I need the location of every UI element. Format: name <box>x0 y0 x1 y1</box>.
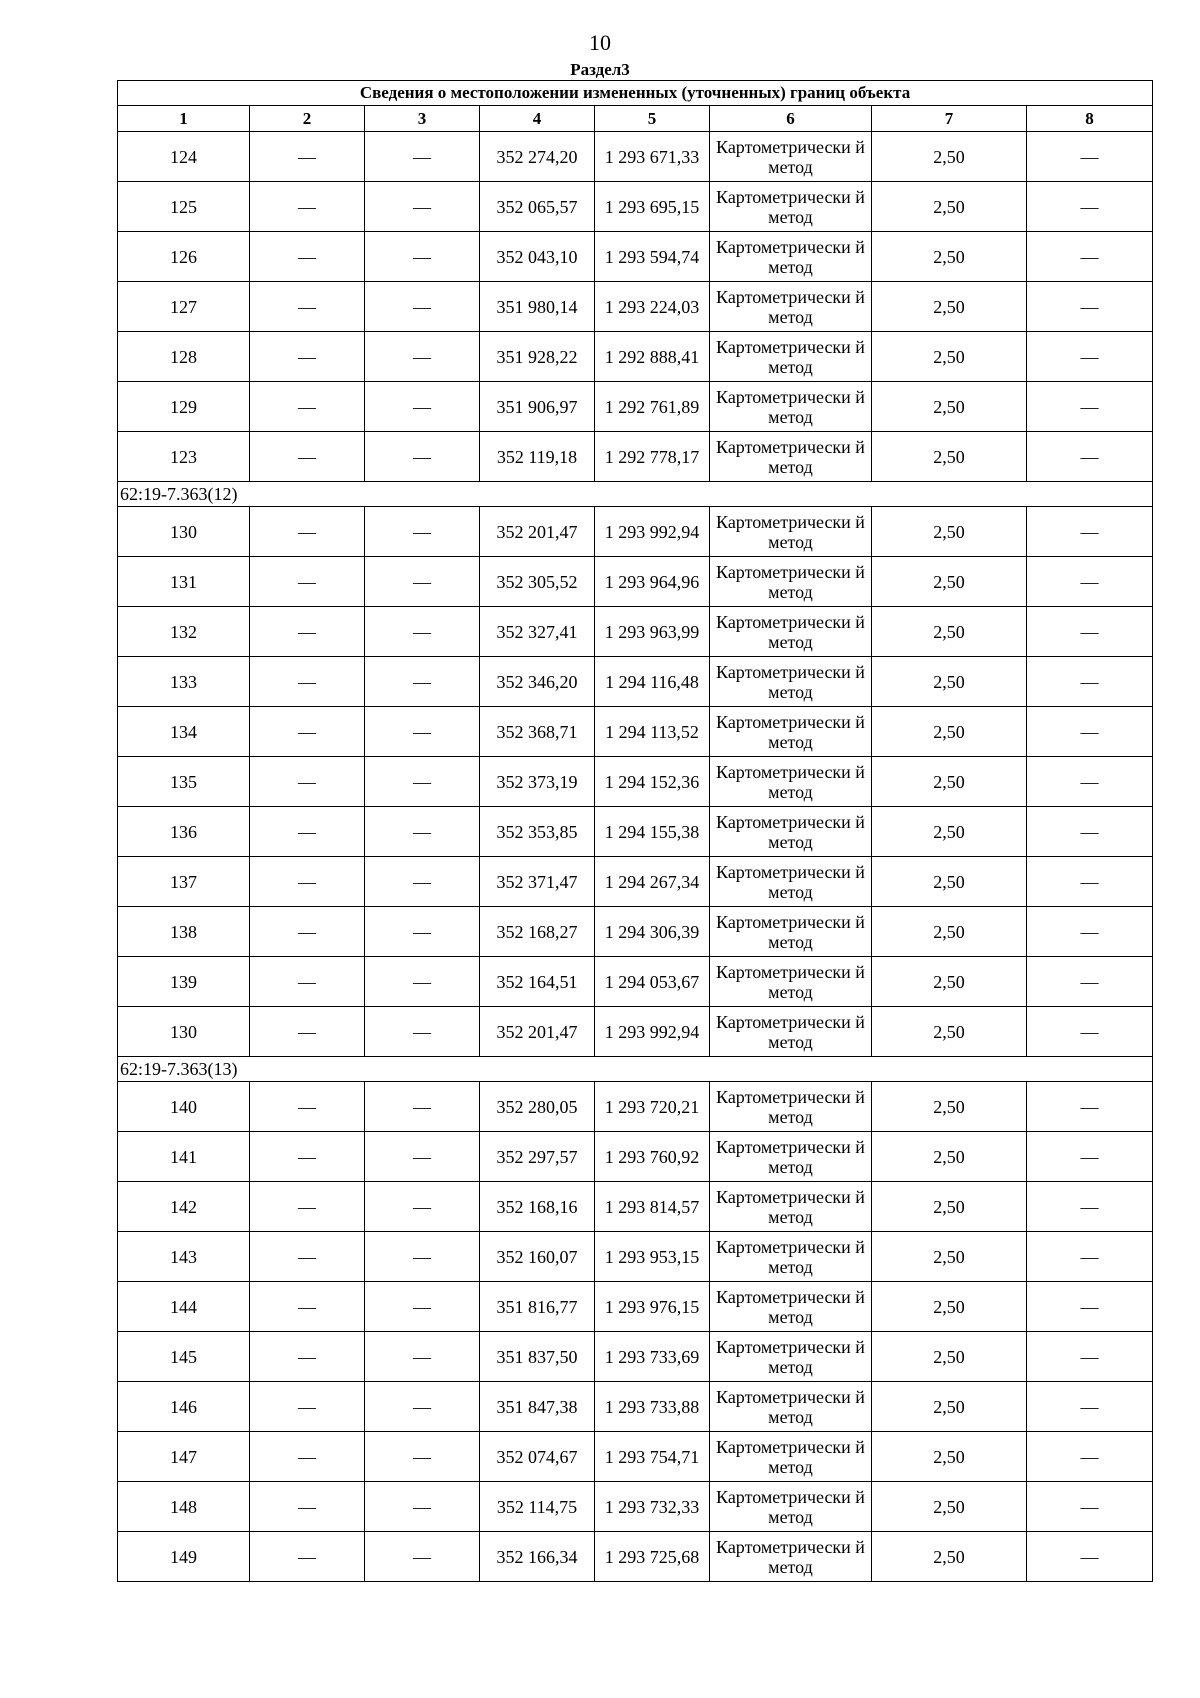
point-number-cell: 131 <box>118 557 250 607</box>
table-row <box>118 1232 1153 1282</box>
y-coordinate-cell: 1 293 963,99 <box>595 607 710 657</box>
method-cell: Картометрически й метод <box>710 182 872 232</box>
table-row <box>118 1007 1153 1057</box>
column-3-cell: — <box>365 907 480 957</box>
accuracy-cell: 2,50 <box>872 1482 1027 1532</box>
column-2-cell: — <box>250 757 365 807</box>
column-2-cell: — <box>250 432 365 482</box>
column-2-cell: — <box>250 807 365 857</box>
x-coordinate-cell: 352 346,20 <box>480 657 595 707</box>
point-number-cell: 145 <box>118 1332 250 1382</box>
x-coordinate-cell: 352 201,47 <box>480 1007 595 1057</box>
column-3-cell: — <box>365 857 480 907</box>
method-cell: Картометрически й метод <box>710 957 872 1007</box>
y-coordinate-cell: 1 293 671,33 <box>595 132 710 182</box>
accuracy-cell: 2,50 <box>872 607 1027 657</box>
method-cell: Картометрически й метод <box>710 657 872 707</box>
y-coordinate-cell: 1 294 152,36 <box>595 757 710 807</box>
point-number-cell: 134 <box>118 707 250 757</box>
table-row <box>118 1332 1153 1382</box>
y-coordinate-cell: 1 292 888,41 <box>595 332 710 382</box>
table-row <box>118 332 1153 382</box>
method-cell: Картометрически й метод <box>710 1332 872 1382</box>
x-coordinate-cell: 352 043,10 <box>480 232 595 282</box>
column-2-cell: — <box>250 1232 365 1282</box>
x-coordinate-cell: 352 168,16 <box>480 1182 595 1232</box>
table-row <box>118 1532 1153 1582</box>
column-8-cell: — <box>1027 1232 1153 1282</box>
table-title: Сведения о местоположении измененных (уточненных) границ объекта <box>118 81 1153 106</box>
y-coordinate-cell: 1 293 754,71 <box>595 1432 710 1482</box>
column-header: 2 <box>250 106 365 132</box>
method-cell: Картометрически й метод <box>710 232 872 282</box>
method-cell: Картометрически й метод <box>710 1432 872 1482</box>
column-2-cell: — <box>250 1532 365 1582</box>
x-coordinate-cell: 352 368,71 <box>480 707 595 757</box>
point-number-cell: 147 <box>118 1432 250 1482</box>
accuracy-cell: 2,50 <box>872 1382 1027 1432</box>
accuracy-cell: 2,50 <box>872 857 1027 907</box>
accuracy-cell: 2,50 <box>872 907 1027 957</box>
table-row <box>118 1082 1153 1132</box>
point-number-cell: 123 <box>118 432 250 482</box>
column-3-cell: — <box>365 707 480 757</box>
accuracy-cell: 2,50 <box>872 1007 1027 1057</box>
accuracy-cell: 2,50 <box>872 657 1027 707</box>
point-number-cell: 127 <box>118 282 250 332</box>
y-coordinate-cell: 1 294 306,39 <box>595 907 710 957</box>
point-number-cell: 135 <box>118 757 250 807</box>
accuracy-cell: 2,50 <box>872 1082 1027 1132</box>
point-number-cell: 125 <box>118 182 250 232</box>
section-title: Раздел3 <box>570 60 630 79</box>
column-3-cell: — <box>365 607 480 657</box>
point-number-cell: 130 <box>118 507 250 557</box>
x-coordinate-cell: 352 168,27 <box>480 907 595 957</box>
accuracy-cell: 2,50 <box>872 282 1027 332</box>
x-coordinate-cell: 351 928,22 <box>480 332 595 382</box>
y-coordinate-cell: 1 293 725,68 <box>595 1532 710 1582</box>
x-coordinate-cell: 352 166,34 <box>480 1532 595 1582</box>
column-2-cell: — <box>250 657 365 707</box>
table-row <box>118 757 1153 807</box>
column-8-cell: — <box>1027 857 1153 907</box>
point-number-cell: 129 <box>118 382 250 432</box>
column-2-cell: — <box>250 182 365 232</box>
accuracy-cell: 2,50 <box>872 132 1027 182</box>
table-row <box>118 382 1153 432</box>
accuracy-cell: 2,50 <box>872 1432 1027 1482</box>
column-2-cell: — <box>250 1332 365 1382</box>
accuracy-cell: 2,50 <box>872 807 1027 857</box>
point-number-cell: 146 <box>118 1382 250 1432</box>
table-row <box>118 557 1153 607</box>
column-8-cell: — <box>1027 282 1153 332</box>
column-3-cell: — <box>365 1182 480 1232</box>
method-cell: Картометрически й метод <box>710 1082 872 1132</box>
column-8-cell: — <box>1027 232 1153 282</box>
column-3-cell: — <box>365 282 480 332</box>
column-3-cell: — <box>365 1432 480 1482</box>
column-header: 6 <box>710 106 872 132</box>
point-number-cell: 128 <box>118 332 250 382</box>
point-number-cell: 136 <box>118 807 250 857</box>
column-8-cell: — <box>1027 1132 1153 1182</box>
y-coordinate-cell: 1 293 976,15 <box>595 1282 710 1332</box>
point-number-cell: 139 <box>118 957 250 1007</box>
point-number-cell: 142 <box>118 1182 250 1232</box>
x-coordinate-cell: 352 074,67 <box>480 1432 595 1482</box>
column-3-cell: — <box>365 1282 480 1332</box>
column-header: 4 <box>480 106 595 132</box>
column-8-cell: — <box>1027 182 1153 232</box>
table-row <box>118 1182 1153 1232</box>
table-row <box>118 282 1153 332</box>
method-cell: Картометрически й метод <box>710 857 872 907</box>
y-coordinate-cell: 1 294 155,38 <box>595 807 710 857</box>
column-3-cell: — <box>365 1382 480 1432</box>
column-2-cell: — <box>250 607 365 657</box>
column-2-cell: — <box>250 1082 365 1132</box>
column-8-cell: — <box>1027 332 1153 382</box>
group-label: 62:19-7.363(12) <box>118 482 1153 507</box>
column-8-cell: — <box>1027 707 1153 757</box>
method-cell: Картометрически й метод <box>710 1382 872 1432</box>
group-label-row <box>118 482 1153 507</box>
method-cell: Картометрически й метод <box>710 1232 872 1282</box>
x-coordinate-cell: 351 847,38 <box>480 1382 595 1432</box>
table-row <box>118 132 1153 182</box>
column-header: 8 <box>1027 106 1153 132</box>
method-cell: Картометрически й метод <box>710 1532 872 1582</box>
y-coordinate-cell: 1 292 761,89 <box>595 382 710 432</box>
y-coordinate-cell: 1 293 733,88 <box>595 1382 710 1432</box>
column-2-cell: — <box>250 382 365 432</box>
method-cell: Картометрически й метод <box>710 807 872 857</box>
method-cell: Картометрически й метод <box>710 332 872 382</box>
column-3-cell: — <box>365 507 480 557</box>
method-cell: Картометрически й метод <box>710 132 872 182</box>
column-2-cell: — <box>250 857 365 907</box>
accuracy-cell: 2,50 <box>872 182 1027 232</box>
x-coordinate-cell: 351 837,50 <box>480 1332 595 1382</box>
accuracy-cell: 2,50 <box>872 1232 1027 1282</box>
y-coordinate-cell: 1 292 778,17 <box>595 432 710 482</box>
column-header: 7 <box>872 106 1027 132</box>
column-8-cell: — <box>1027 657 1153 707</box>
column-3-cell: — <box>365 1082 480 1132</box>
y-coordinate-cell: 1 293 732,33 <box>595 1482 710 1532</box>
y-coordinate-cell: 1 294 053,67 <box>595 957 710 1007</box>
point-number-cell: 149 <box>118 1532 250 1582</box>
table-row <box>118 1432 1153 1482</box>
method-cell: Картометрически й метод <box>710 382 872 432</box>
method-cell: Картометрически й метод <box>710 507 872 557</box>
accuracy-cell: 2,50 <box>872 707 1027 757</box>
table-row <box>118 182 1153 232</box>
x-coordinate-cell: 352 065,57 <box>480 182 595 232</box>
x-coordinate-cell: 352 201,47 <box>480 507 595 557</box>
accuracy-cell: 2,50 <box>872 1282 1027 1332</box>
column-2-cell: — <box>250 1282 365 1332</box>
y-coordinate-cell: 1 293 695,15 <box>595 182 710 232</box>
y-coordinate-cell: 1 294 267,34 <box>595 857 710 907</box>
y-coordinate-cell: 1 293 720,21 <box>595 1082 710 1132</box>
accuracy-cell: 2,50 <box>872 1332 1027 1382</box>
accuracy-cell: 2,50 <box>872 332 1027 382</box>
column-3-cell: — <box>365 657 480 707</box>
y-coordinate-cell: 1 293 594,74 <box>595 232 710 282</box>
accuracy-cell: 2,50 <box>872 1532 1027 1582</box>
column-8-cell: — <box>1027 1082 1153 1132</box>
y-coordinate-cell: 1 293 733,69 <box>595 1332 710 1382</box>
table-row <box>118 1282 1153 1332</box>
table-row <box>118 607 1153 657</box>
column-header: 5 <box>595 106 710 132</box>
accuracy-cell: 2,50 <box>872 757 1027 807</box>
table-row <box>118 507 1153 557</box>
x-coordinate-cell: 352 114,75 <box>480 1482 595 1532</box>
point-number-cell: 143 <box>118 1232 250 1282</box>
x-coordinate-cell: 352 274,20 <box>480 132 595 182</box>
column-2-cell: — <box>250 907 365 957</box>
column-2-cell: — <box>250 1482 365 1532</box>
x-coordinate-cell: 352 280,05 <box>480 1082 595 1132</box>
method-cell: Картометрически й метод <box>710 1482 872 1532</box>
column-8-cell: — <box>1027 957 1153 1007</box>
column-3-cell: — <box>365 432 480 482</box>
accuracy-cell: 2,50 <box>872 507 1027 557</box>
method-cell: Картометрически й метод <box>710 707 872 757</box>
x-coordinate-cell: 352 327,41 <box>480 607 595 657</box>
y-coordinate-cell: 1 293 992,94 <box>595 1007 710 1057</box>
column-3-cell: — <box>365 957 480 1007</box>
header-row <box>118 106 1153 132</box>
column-header: 1 <box>118 106 250 132</box>
column-header: 3 <box>365 106 480 132</box>
column-8-cell: — <box>1027 907 1153 957</box>
method-cell: Картометрически й метод <box>710 1282 872 1332</box>
point-number-cell: 137 <box>118 857 250 907</box>
x-coordinate-cell: 352 305,52 <box>480 557 595 607</box>
point-number-cell: 138 <box>118 907 250 957</box>
column-2-cell: — <box>250 232 365 282</box>
boundary-table <box>117 80 1153 1582</box>
column-3-cell: — <box>365 1232 480 1282</box>
x-coordinate-cell: 352 119,18 <box>480 432 595 482</box>
column-2-cell: — <box>250 1132 365 1182</box>
x-coordinate-cell: 351 816,77 <box>480 1282 595 1332</box>
table-row <box>118 907 1153 957</box>
x-coordinate-cell: 352 353,85 <box>480 807 595 857</box>
column-2-cell: — <box>250 1007 365 1057</box>
x-coordinate-cell: 352 160,07 <box>480 1232 595 1282</box>
column-8-cell: — <box>1027 432 1153 482</box>
y-coordinate-cell: 1 293 224,03 <box>595 282 710 332</box>
accuracy-cell: 2,50 <box>872 957 1027 1007</box>
column-3-cell: — <box>365 1007 480 1057</box>
column-3-cell: — <box>365 557 480 607</box>
table-row <box>118 1382 1153 1432</box>
column-8-cell: — <box>1027 1382 1153 1432</box>
accuracy-cell: 2,50 <box>872 232 1027 282</box>
accuracy-cell: 2,50 <box>872 1132 1027 1182</box>
column-3-cell: — <box>365 332 480 382</box>
x-coordinate-cell: 352 371,47 <box>480 857 595 907</box>
column-8-cell: — <box>1027 607 1153 657</box>
column-3-cell: — <box>365 1332 480 1382</box>
column-8-cell: — <box>1027 1007 1153 1057</box>
column-8-cell: — <box>1027 1282 1153 1332</box>
point-number-cell: 148 <box>118 1482 250 1532</box>
y-coordinate-cell: 1 293 964,96 <box>595 557 710 607</box>
group-label: 62:19-7.363(13) <box>118 1057 1153 1082</box>
table-row <box>118 707 1153 757</box>
column-2-cell: — <box>250 1182 365 1232</box>
column-3-cell: — <box>365 132 480 182</box>
x-coordinate-cell: 351 980,14 <box>480 282 595 332</box>
column-8-cell: — <box>1027 1532 1153 1582</box>
table-row <box>118 1482 1153 1532</box>
y-coordinate-cell: 1 293 814,57 <box>595 1182 710 1232</box>
column-8-cell: — <box>1027 132 1153 182</box>
table-row <box>118 1132 1153 1182</box>
point-number-cell: 132 <box>118 607 250 657</box>
point-number-cell: 130 <box>118 1007 250 1057</box>
column-8-cell: — <box>1027 1432 1153 1482</box>
column-3-cell: — <box>365 1132 480 1182</box>
column-8-cell: — <box>1027 507 1153 557</box>
y-coordinate-cell: 1 293 953,15 <box>595 1232 710 1282</box>
column-8-cell: — <box>1027 1332 1153 1382</box>
column-3-cell: — <box>365 182 480 232</box>
column-8-cell: — <box>1027 557 1153 607</box>
column-2-cell: — <box>250 282 365 332</box>
column-3-cell: — <box>365 232 480 282</box>
method-cell: Картометрически й метод <box>710 1007 872 1057</box>
point-number-cell: 126 <box>118 232 250 282</box>
x-coordinate-cell: 352 297,57 <box>480 1132 595 1182</box>
column-3-cell: — <box>365 757 480 807</box>
table-row <box>118 957 1153 1007</box>
point-number-cell: 144 <box>118 1282 250 1332</box>
point-number-cell: 140 <box>118 1082 250 1132</box>
method-cell: Картометрически й метод <box>710 557 872 607</box>
y-coordinate-cell: 1 294 116,48 <box>595 657 710 707</box>
accuracy-cell: 2,50 <box>872 1182 1027 1232</box>
method-cell: Картометрически й метод <box>710 607 872 657</box>
column-3-cell: — <box>365 1482 480 1532</box>
column-8-cell: — <box>1027 382 1153 432</box>
column-2-cell: — <box>250 507 365 557</box>
column-2-cell: — <box>250 1432 365 1482</box>
x-coordinate-cell: 351 906,97 <box>480 382 595 432</box>
method-cell: Картометрически й метод <box>710 907 872 957</box>
table-row <box>118 807 1153 857</box>
column-8-cell: — <box>1027 1182 1153 1232</box>
method-cell: Картометрически й метод <box>710 1182 872 1232</box>
y-coordinate-cell: 1 293 760,92 <box>595 1132 710 1182</box>
point-number-cell: 141 <box>118 1132 250 1182</box>
column-8-cell: — <box>1027 807 1153 857</box>
method-cell: Картометрически й метод <box>710 757 872 807</box>
column-3-cell: — <box>365 382 480 432</box>
table-row <box>118 232 1153 282</box>
y-coordinate-cell: 1 293 992,94 <box>595 507 710 557</box>
method-cell: Картометрически й метод <box>710 1132 872 1182</box>
column-8-cell: — <box>1027 1482 1153 1532</box>
accuracy-cell: 2,50 <box>872 557 1027 607</box>
method-cell: Картометрически й метод <box>710 282 872 332</box>
accuracy-cell: 2,50 <box>872 432 1027 482</box>
table-row <box>118 657 1153 707</box>
column-3-cell: — <box>365 807 480 857</box>
point-number-cell: 124 <box>118 132 250 182</box>
column-3-cell: — <box>365 1532 480 1582</box>
column-2-cell: — <box>250 557 365 607</box>
point-number-cell: 133 <box>118 657 250 707</box>
table-row <box>118 857 1153 907</box>
accuracy-cell: 2,50 <box>872 382 1027 432</box>
column-8-cell: — <box>1027 757 1153 807</box>
table-row <box>118 432 1153 482</box>
page-number: 10 <box>589 30 611 55</box>
column-2-cell: — <box>250 957 365 1007</box>
column-2-cell: — <box>250 332 365 382</box>
y-coordinate-cell: 1 294 113,52 <box>595 707 710 757</box>
column-2-cell: — <box>250 132 365 182</box>
column-2-cell: — <box>250 707 365 757</box>
group-label-row <box>118 1057 1153 1082</box>
column-2-cell: — <box>250 1382 365 1432</box>
x-coordinate-cell: 352 373,19 <box>480 757 595 807</box>
method-cell: Картометрически й метод <box>710 432 872 482</box>
x-coordinate-cell: 352 164,51 <box>480 957 595 1007</box>
